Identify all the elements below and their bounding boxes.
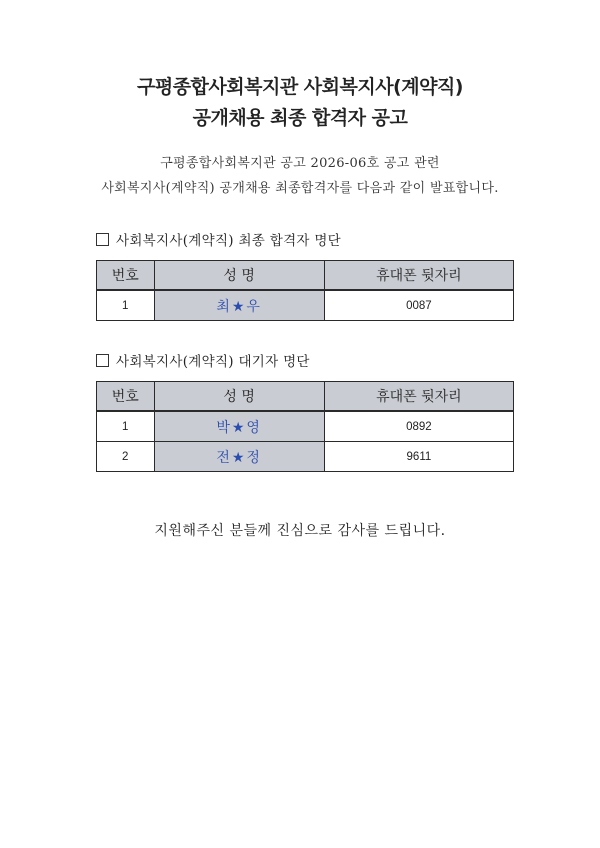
announcement-title-line1: 구평종합사회복지관 사회복지사(계약직): [136, 76, 463, 98]
row-name: 최★우: [154, 290, 324, 321]
row-phone: 9611: [324, 442, 513, 472]
final-list-heading-text: 사회복지사(계약직) 최종 합격자 명단: [116, 233, 342, 249]
row-name: 박★영: [154, 411, 324, 442]
checkbox-square-icon: [96, 233, 109, 246]
announcement-title-line2: 공개채용 최종 합격자 공고: [192, 107, 408, 129]
table-header-row: [97, 382, 514, 412]
column-header-phone: 휴대폰 뒷자리: [324, 261, 513, 291]
table-header-row: [97, 261, 514, 291]
waiting-list-table: [96, 381, 514, 472]
intro-line2: 사회복지사(계약직) 공개채용 최종합격자를 다음과 같이 발표합니다.: [101, 181, 499, 196]
column-header-name: 성 명: [154, 382, 324, 412]
checkbox-square-icon: [96, 354, 109, 367]
column-header-no: 번호: [97, 382, 155, 412]
intro-line1: 구평종합사회복지관 공고 2026-06호 공고 관련: [160, 156, 440, 171]
waiting-list-heading: [96, 350, 310, 370]
table-row: [97, 442, 514, 472]
row-no: 1: [97, 290, 155, 321]
column-header-phone: 휴대폰 뒷자리: [324, 382, 513, 412]
column-header-name: 성 명: [154, 261, 324, 291]
final-list-table: [96, 260, 514, 321]
table-row: [97, 411, 514, 442]
table-row: [97, 290, 514, 321]
row-phone: 0087: [324, 290, 513, 321]
row-phone: 0892: [324, 411, 513, 442]
waiting-list-heading-text: 사회복지사(계약직) 대기자 명단: [116, 354, 310, 370]
row-name: 전★정: [154, 442, 324, 472]
row-no: 2: [97, 442, 155, 472]
column-header-no: 번호: [97, 261, 155, 291]
final-list-heading: [96, 229, 341, 249]
closing-message: 지원해주신 분들께 진심으로 감사를 드립니다.: [154, 523, 446, 539]
row-no: 1: [97, 411, 155, 442]
